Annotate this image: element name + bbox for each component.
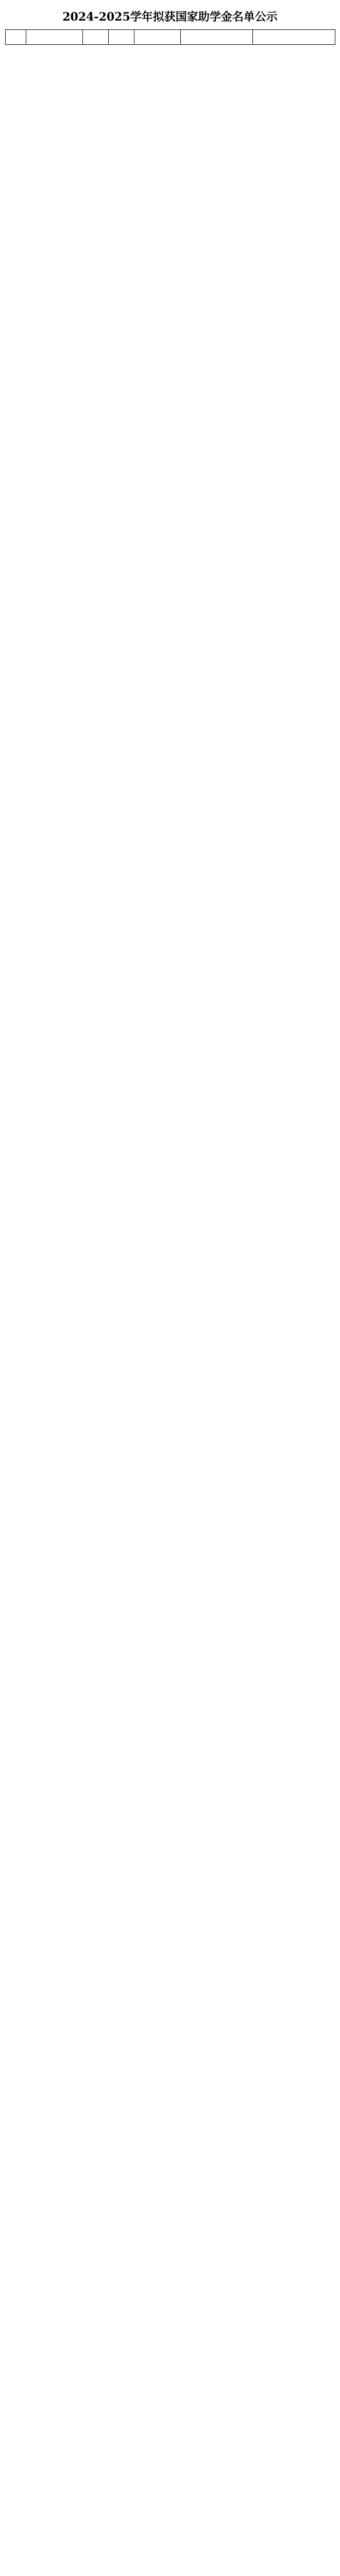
header-grant-level [134,30,181,45]
header-department [181,30,253,45]
header-name [26,30,83,45]
notice-page [5,0,335,50]
header-remarks [253,30,335,45]
header-serial [6,30,26,45]
page-title: 2024-2025学年拟获国家助学金名单公示 [62,10,278,24]
table-header-row [6,30,335,45]
header-gender [83,30,109,45]
grant-list-table [5,29,335,45]
header-ethnicity [109,30,134,45]
